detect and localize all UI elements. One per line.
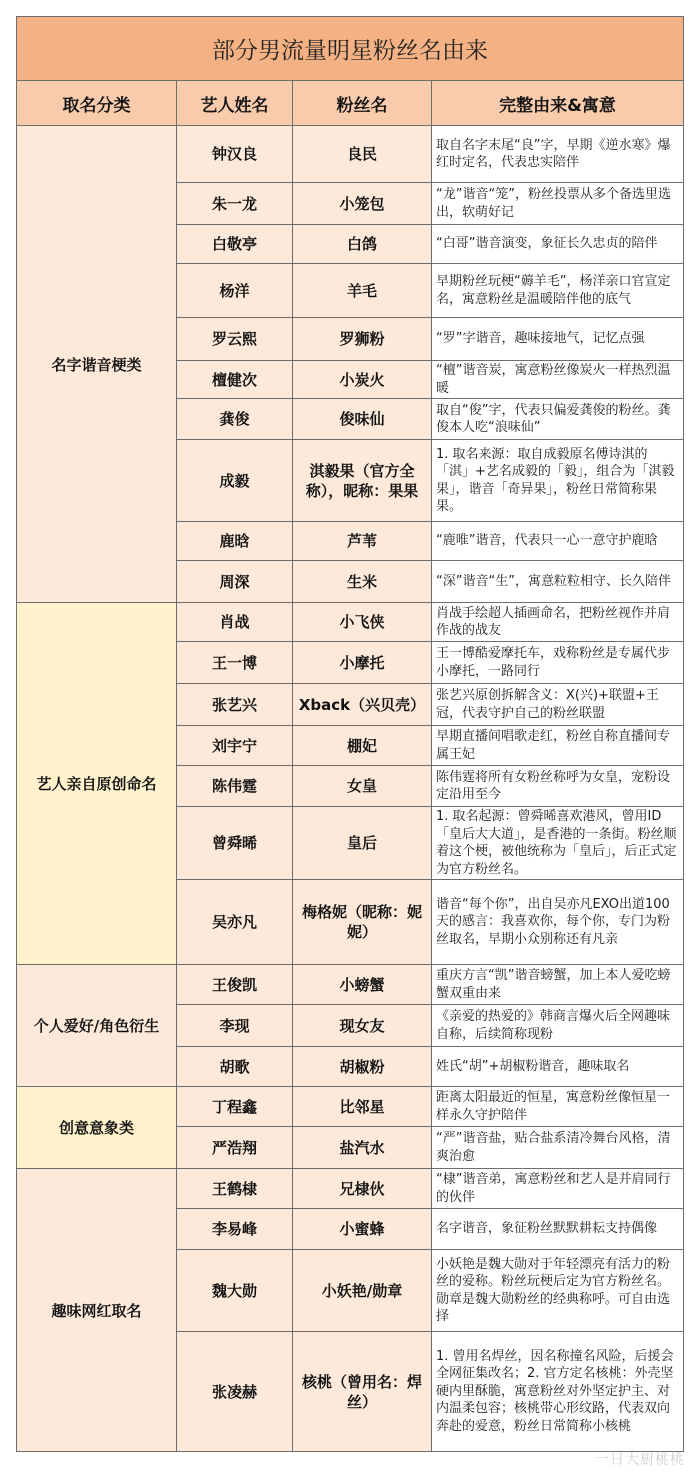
fan-name-cell: 小妖艳/勋章	[293, 1250, 432, 1332]
artist-name-cell: 罗云熙	[177, 318, 293, 361]
table-title: 部分男流量明星粉丝名由来	[17, 17, 684, 81]
fan-name-cell: 小炭火	[293, 361, 432, 399]
artist-name-cell: 魏大勋	[177, 1250, 293, 1332]
fan-name-cell: Xback（兴贝壳）	[293, 684, 432, 726]
artist-name-cell: 李现	[177, 1005, 293, 1047]
fan-name-cell: 罗狮粉	[293, 318, 432, 361]
origin-cell: 早期粉丝玩梗“薅羊毛”，杨洋亲口官宣定名，寓意粉丝是温暖陪伴他的底气	[432, 264, 684, 318]
header-row	[17, 81, 684, 126]
table-row	[17, 126, 684, 183]
fan-name-cell: 兄棣伙	[293, 1169, 432, 1209]
artist-name-cell: 肖战	[177, 603, 293, 642]
origin-cell: 重庆方言“凯”谐音螃蟹，加上本人爱吃螃蟹双重由来	[432, 965, 684, 1005]
fan-name-cell: 白鸽	[293, 225, 432, 264]
fan-name-cell: 皇后	[293, 807, 432, 880]
fan-name-cell: 俊味仙	[293, 399, 432, 440]
artist-name-cell: 钟汉良	[177, 126, 293, 183]
origin-cell: 《亲爱的热爱的》韩商言爆火后全网趣味自称，后续简称现粉	[432, 1005, 684, 1047]
artist-name-cell: 陈伟霆	[177, 766, 293, 807]
header-origin: 完整由来&寓意	[432, 81, 684, 126]
origin-cell: 1. 曾用名焊丝，因名称撞名风险，后援会全网征集改名；2. 官方定名核桃：外壳坚硬内里酥脆，寓意粉丝对外坚定护主、对内温柔包容；核桃带心形纹路，代表双向奔赴的爱意，粉丝日常简称小核桃	[432, 1332, 684, 1452]
fan-name-table	[16, 16, 684, 1452]
origin-cell: “鹿唯”谐音，代表只一心一意守护鹿晗	[432, 522, 684, 561]
artist-name-cell: 朱一龙	[177, 183, 293, 225]
fan-name-cell: 核桃（曾用名：焊丝）	[293, 1332, 432, 1452]
artist-name-cell: 王鹤棣	[177, 1169, 293, 1209]
fan-name-cell: 淇毅果（官方全称），昵称：果果	[293, 440, 432, 522]
origin-cell: 取自“俊”字，代表只偏爱龚俊的粉丝。龚俊本人吃“浪味仙”	[432, 399, 684, 440]
category-cell: 趣味网红取名	[17, 1169, 177, 1452]
origin-cell: 陈伟霆将所有女粉丝称呼为女皇，宠粉设定沿用至今	[432, 766, 684, 807]
header-category: 取名分类	[17, 81, 177, 126]
table-wrapper	[16, 16, 683, 1452]
origin-cell: 张艺兴原创拆解含义：X(兴)+联盟+王冠，代表守护自己的粉丝联盟	[432, 684, 684, 726]
artist-name-cell: 曾舜晞	[177, 807, 293, 880]
fan-name-cell: 女皇	[293, 766, 432, 807]
origin-cell: “严”谐音盐，贴合盐系清冷舞台风格，清爽治愈	[432, 1127, 684, 1169]
artist-name-cell: 成毅	[177, 440, 293, 522]
fan-name-cell: 良民	[293, 126, 432, 183]
fan-name-cell: 生米	[293, 561, 432, 603]
origin-cell: “檀”谐音炭，寓意粉丝像炭火一样热烈温暖	[432, 361, 684, 399]
fan-name-cell: 棚妃	[293, 726, 432, 766]
fan-name-cell: 梅格妮（昵称：妮妮）	[293, 880, 432, 965]
artist-name-cell: 杨洋	[177, 264, 293, 318]
origin-cell: “罗”字谐音，趣味接地气，记忆点强	[432, 318, 684, 361]
origin-cell: “棣”谐音弟，寓意粉丝和艺人是并肩同行的伙伴	[432, 1169, 684, 1209]
artist-name-cell: 白敬亭	[177, 225, 293, 264]
origin-cell: 取自名字末尾“良”字，早期《逆水寒》爆红时定名，代表忠实陪伴	[432, 126, 684, 183]
table-row	[17, 603, 684, 642]
artist-name-cell: 李易峰	[177, 1209, 293, 1250]
artist-name-cell: 王一博	[177, 642, 293, 684]
fan-name-cell: 比邻星	[293, 1087, 432, 1127]
fan-name-cell: 盐汽水	[293, 1127, 432, 1169]
fan-name-cell: 小摩托	[293, 642, 432, 684]
origin-cell: “龙”谐音“笼”，粉丝投票从多个备选里选出，软萌好记	[432, 183, 684, 225]
origin-cell: 小妖艳是魏大勋对于年轻漂亮有活力的粉丝的爱称。粉丝玩梗后定为官方粉丝名。勋章是魏大勋粉丝的经典称呼。可自由选择	[432, 1250, 684, 1332]
artist-name-cell: 刘宇宁	[177, 726, 293, 766]
origin-cell: 名字谐音，象征粉丝默默耕耘支持偶像	[432, 1209, 684, 1250]
category-cell: 艺人亲自原创命名	[17, 603, 177, 965]
artist-name-cell: 龚俊	[177, 399, 293, 440]
table-row	[17, 1087, 684, 1127]
artist-name-cell: 丁程鑫	[177, 1087, 293, 1127]
origin-cell: 1. 取名起源：曾舜晞喜欢港风，曾用ID「皇后大大道」，是香港的一条街。粉丝顺着这个梗，被他统称为「皇后」，后正式定为官方粉丝名。	[432, 807, 684, 880]
category-cell: 个人爱好/角色衍生	[17, 965, 177, 1087]
category-cell: 名字谐音梗类	[17, 126, 177, 603]
fan-name-cell: 小飞侠	[293, 603, 432, 642]
artist-name-cell: 檀健次	[177, 361, 293, 399]
artist-name-cell: 张艺兴	[177, 684, 293, 726]
origin-cell: 王一博酷爱摩托车，戏称粉丝是专属代步小摩托，一路同行	[432, 642, 684, 684]
fan-name-cell: 小笼包	[293, 183, 432, 225]
fan-name-cell: 羊毛	[293, 264, 432, 318]
fan-name-cell: 小蜜蜂	[293, 1209, 432, 1250]
fan-name-cell: 胡椒粉	[293, 1047, 432, 1087]
origin-cell: 谐音“每个你”，出自吴亦凡EXO出道100天的感言：我喜欢你，每个你，专门为粉丝取名，早期小众别称还有凡亲	[432, 880, 684, 965]
category-cell: 创意意象类	[17, 1087, 177, 1169]
artist-name-cell: 鹿晗	[177, 522, 293, 561]
table-row	[17, 1169, 684, 1209]
artist-name-cell: 严浩翔	[177, 1127, 293, 1169]
origin-cell: 姓氏“胡”+胡椒粉谐音，趣味取名	[432, 1047, 684, 1087]
origin-cell: “白哥”谐音演变，象征长久忠贞的陪伴	[432, 225, 684, 264]
header-artist: 艺人姓名	[177, 81, 293, 126]
artist-name-cell: 吴亦凡	[177, 880, 293, 965]
watermark: 一日大厨桃桃	[595, 1452, 685, 1468]
artist-name-cell: 王俊凯	[177, 965, 293, 1005]
artist-name-cell: 周深	[177, 561, 293, 603]
fan-name-cell: 现女友	[293, 1005, 432, 1047]
origin-cell: 距离太阳最近的恒星，寓意粉丝像恒星一样永久守护陪伴	[432, 1087, 684, 1127]
table-row	[17, 965, 684, 1005]
title-row	[17, 17, 684, 81]
artist-name-cell: 胡歌	[177, 1047, 293, 1087]
origin-cell: 早期直播间唱歌走红，粉丝自称直播间专属王妃	[432, 726, 684, 766]
header-fan-name: 粉丝名	[293, 81, 432, 126]
origin-cell: 肖战手绘超人插画命名，把粉丝视作并肩作战的战友	[432, 603, 684, 642]
fan-name-cell: 芦苇	[293, 522, 432, 561]
fan-name-cell: 小螃蟹	[293, 965, 432, 1005]
origin-cell: 1. 取名来源：取自成毅原名傅诗淇的「淇」+艺名成毅的「毅」，组合为「淇毅果」，谐音「奇异果」，粉丝日常简称果果。	[432, 440, 684, 522]
artist-name-cell: 张凌赫	[177, 1332, 293, 1452]
origin-cell: “深”谐音“生”，寓意粒粒相守、长久陪伴	[432, 561, 684, 603]
